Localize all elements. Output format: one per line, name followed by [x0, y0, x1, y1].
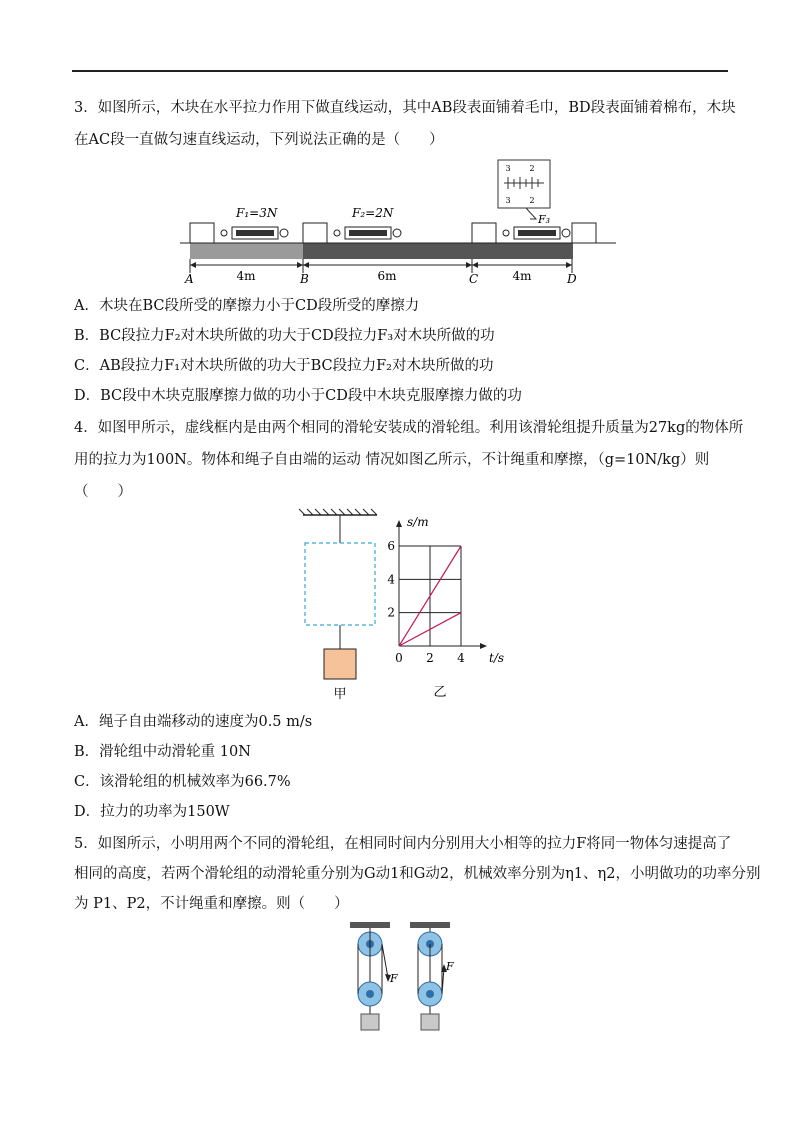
y-tick-label: 6 [387, 539, 395, 553]
label-jia: 甲 [333, 687, 347, 702]
dist-ab: 4m [236, 269, 256, 283]
x-axis-arrow [480, 643, 487, 649]
q4-pulley-figure [295, 505, 385, 705]
q4-stem-line2: 用的拉力为100N。物体和绳子自由端的运动 情况如图乙所示，不计绳重和摩擦，（g=10N/kg）则 [74, 452, 710, 468]
x-tick-label: 0 [395, 651, 403, 665]
load-block [324, 649, 356, 679]
q4-option-a: A．绳子自由端移动的速度为0.5 m/s [74, 714, 313, 730]
gauge-tick-d: 2 [529, 196, 535, 205]
pulley-system-left [350, 922, 391, 1030]
spring-scale-2 [334, 227, 401, 239]
q3-option-c: C．AB段拉力F₁对木块所做的功大于BC段拉力F₂对木块所做的功 [74, 358, 494, 374]
q4-option-d: D．拉力的功率为150W [74, 804, 230, 820]
force-label-right: F [446, 960, 454, 973]
segment-bd [303, 243, 573, 259]
force-label-3: F₃ [538, 213, 551, 226]
spring-scale-1 [221, 227, 288, 239]
label-yi: 乙 [433, 685, 447, 700]
header-rule [72, 70, 728, 72]
point-d: D [567, 272, 577, 286]
q4-stem-line1: 4．如图甲所示，虚线框内是由两个相同的滑轮安装成的滑轮组。利用该滑轮组提升质量为27kg的物体所 [74, 420, 744, 436]
q4-option-b: B．滑轮组中动滑轮重 10N [74, 744, 251, 760]
force-label-1: F₁=3N [236, 206, 278, 220]
y-tick-label: 2 [387, 605, 395, 620]
q5-stem-line1: 5．如图所示，小明用两个不同的滑轮组，在相同时间内分别用大小相等的拉力F将同一物体匀速提高了 [74, 836, 732, 852]
gauge-tick-c: 3 [505, 196, 511, 205]
y-tick-label: 4 [387, 572, 395, 587]
q5-stem-line2: 相同的高度，若两个滑轮组的动滑轮重分别为G动1和G动2，机械效率分别为η1、η2，小明做功的功率分别 [74, 866, 761, 882]
q3-figure [180, 155, 620, 290]
q4-option-c: C．该滑轮组的机械效率为66.7% [74, 774, 291, 790]
segment-ab [190, 243, 303, 259]
x-axis-label: t/s [489, 651, 505, 665]
dist-cd: 4m [512, 269, 532, 283]
dist-bc: 6m [377, 269, 397, 283]
block-d [572, 223, 596, 243]
pulley-system-right [410, 922, 450, 1030]
spring-scale-3 [503, 227, 570, 239]
force-label-2: F₂=2N [352, 206, 394, 220]
q3-stem-line1: 3．如图所示，木块在水平拉力作用下做直线运动，其中AB段表面铺着毛巾，BD段表面铺着棉布，木块 [74, 100, 736, 116]
point-b: B [300, 272, 309, 286]
q3-stem-line2: 在AC段一直做匀速直线运动，下列说法正确的是（ ） [74, 132, 444, 148]
dashed-pulley-box [305, 543, 375, 625]
q4-stem-line3: （ ） [74, 484, 132, 500]
block-a [190, 223, 214, 243]
q3-option-d: D．BC段中木块克服摩擦力做的功小于CD段中木块克服摩擦力做的功 [74, 388, 522, 404]
block-b [303, 223, 327, 243]
gauge-tick-a: 3 [505, 164, 511, 173]
q5-stem-line3: 为 P1、P2，不计绳重和摩擦。则（ ） [74, 896, 349, 912]
y-axis-label: s/m [407, 515, 429, 529]
y-axis-arrow [396, 520, 402, 527]
q3-option-b: B．BC段拉力F₂对木块所做的功大于CD段拉力F₃对木块所做的功 [74, 328, 495, 344]
gauge-tick-b: 2 [529, 164, 535, 173]
q5-pulley-figures [340, 920, 470, 1035]
point-a: A [185, 272, 194, 286]
block-c [472, 223, 496, 243]
q4-st-chart [385, 508, 505, 698]
point-c: C [469, 272, 479, 286]
q3-option-a: A．木块在BC段所受的摩擦力小于CD段所受的摩擦力 [74, 298, 420, 314]
force-label-left: F [390, 972, 398, 985]
x-tick-label: 2 [426, 651, 434, 665]
x-tick-label: 4 [457, 651, 465, 665]
